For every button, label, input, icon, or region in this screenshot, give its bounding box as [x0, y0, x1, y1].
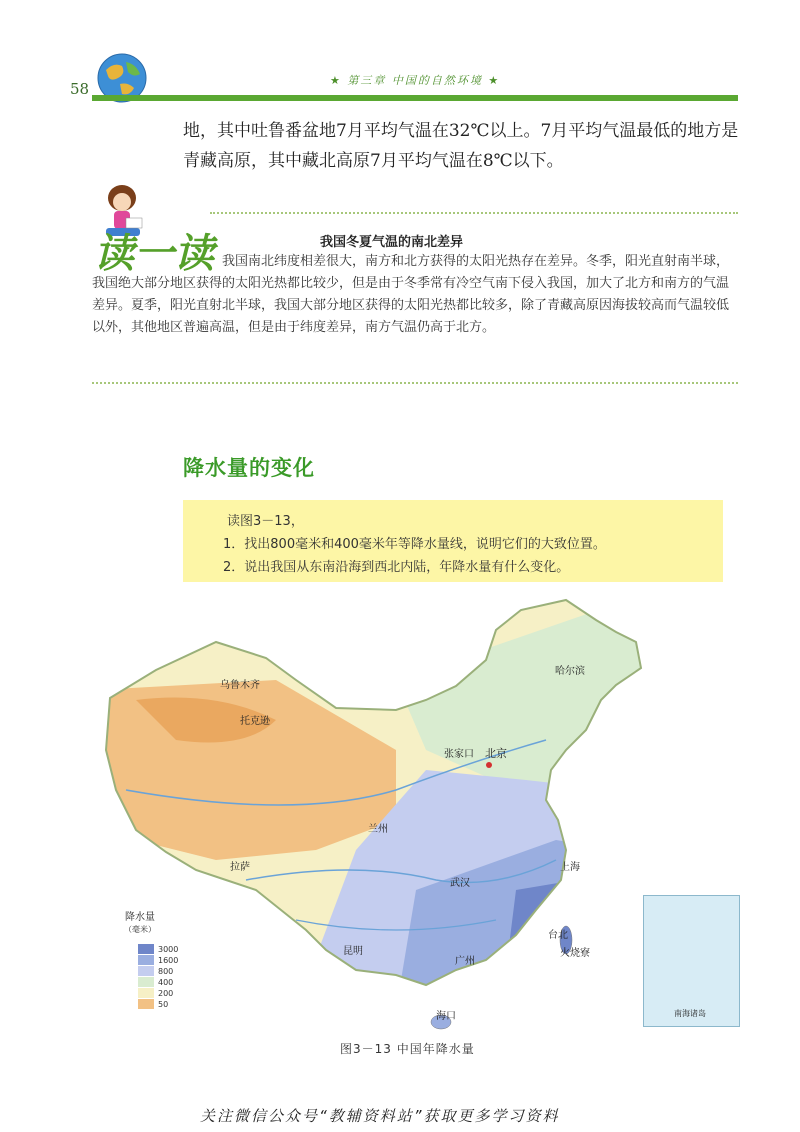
legend-swatch — [138, 988, 154, 998]
legend-swatch — [138, 966, 154, 976]
task-item: 2．说出我国从东南沿海到西北内陆，年降水量有什么变化。 — [223, 560, 570, 575]
footer-watermark: 关注微信公众号“教辅资料站”获取更多学习资料 — [200, 1107, 560, 1125]
city-label: 乌鲁木齐 — [220, 680, 260, 691]
legend-swatch — [138, 977, 154, 987]
task-box — [183, 500, 723, 582]
city-label: 武汉 — [450, 878, 470, 889]
legend-label: 50 — [158, 1000, 169, 1009]
legend-swatch — [138, 999, 154, 1009]
city-label: 兰州 — [368, 824, 388, 835]
legend-label: 1600 — [158, 956, 179, 965]
reading-text: 我国南北纬度相差很大，南方和北方获得的太阳光热存在差异。冬季，阳光直射南半球，我国绝大部分地区获得的太阳光热都比较少，但是由于冬季常有冷空气南下侵入我国，加大了北方和南方的气温差异。夏季，阳光直射北半球，我国大部分地区获得的太阳光热都比较多，除了青藏高原因海拔较高而气温较低以外，其他地区普遍高温，但是由于纬度差异，南方气温仍高于北方。 — [92, 254, 730, 335]
legend-swatch — [138, 944, 154, 954]
city-label: 拉萨 — [230, 862, 250, 873]
header-rule — [92, 95, 738, 101]
city-label: 张家口 — [444, 749, 474, 760]
chapter-title: ★ 第三章 中国的自然环境 ★ — [330, 74, 501, 87]
city-label: 北京 — [485, 747, 507, 760]
city-label: 火烧寮 — [560, 948, 590, 959]
legend-label: 400 — [158, 978, 174, 987]
task-intro: 读图3－13， — [227, 514, 304, 529]
legend-label: 800 — [158, 967, 174, 976]
reading-title: 我国冬夏气温的南北差异 — [320, 235, 464, 250]
legend-label: 200 — [158, 989, 174, 998]
south-china-sea-inset — [643, 895, 740, 1027]
reading-bottom-divider — [92, 382, 738, 384]
city-label: 昆明 — [343, 946, 363, 957]
legend-swatch — [138, 955, 154, 965]
page-number: 58 — [70, 80, 90, 98]
section-title: 降水量的变化 — [183, 456, 315, 480]
reading-top-divider — [210, 212, 738, 214]
legend-title: 降水量 （毫米） — [124, 912, 156, 934]
task-item: 1．找出800毫米和400毫米年等降水量线，说明它们的大致位置。 — [223, 537, 606, 552]
city-label: 海口 — [436, 1011, 456, 1022]
city-label: 哈尔滨 — [555, 666, 585, 677]
reading-badge: 读一读 — [94, 230, 214, 277]
map-caption: 图3－13 中国年降水量 — [340, 1042, 475, 1056]
body-paragraph: 地，其中吐鲁番盆地7月平均气温在32℃以上。7月平均气温最低的地方是青藏高原，其中藏北高原7月平均气温在8℃以下。 — [183, 121, 739, 171]
city-label: 上海 — [560, 862, 580, 873]
city-label: 台北 — [548, 930, 568, 941]
legend-label: 3000 — [158, 945, 179, 954]
city-label: 托克逊 — [240, 716, 270, 727]
city-label: 广州 — [455, 956, 475, 967]
inset-label: 南海诸岛 — [674, 1009, 706, 1018]
